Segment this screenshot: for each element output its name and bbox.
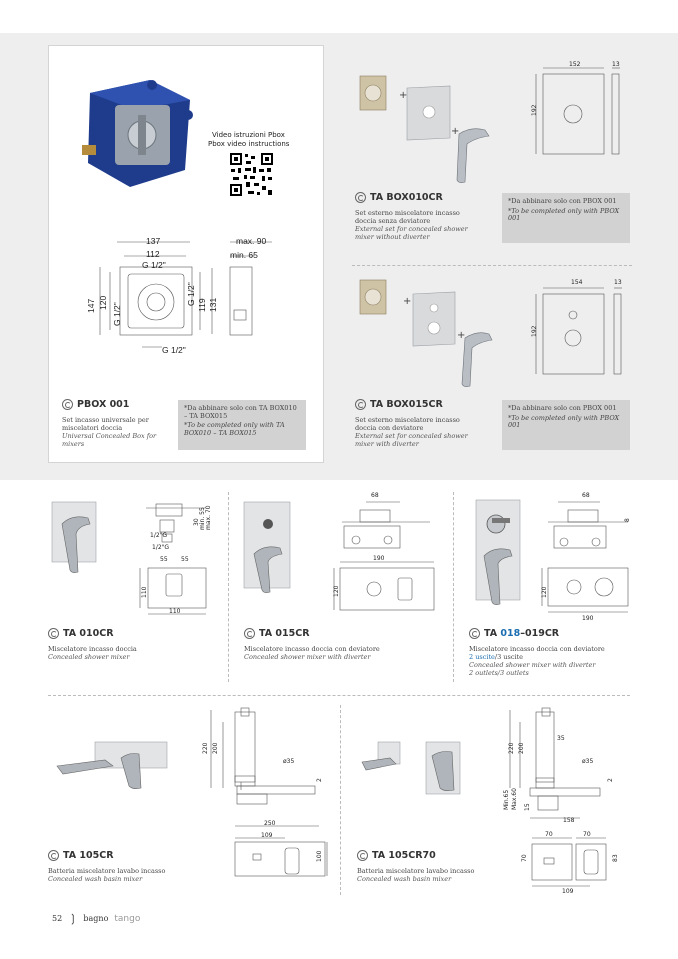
pbox-product-image: [80, 75, 200, 195]
ta010-dim-g2: 1/2"G: [152, 544, 170, 551]
ta018-dim-top: 68: [582, 492, 590, 499]
ta010-dim-g1: 1/2"G: [150, 532, 168, 539]
ta015-desc-it: Miscelatore incasso doccia con deviatore: [244, 645, 380, 653]
qr-code[interactable]: [229, 152, 274, 197]
ta105cr70-dim-109: 109: [562, 888, 574, 895]
ta105cr70-dim-35: 35: [557, 735, 565, 742]
footer-brand: bagno: [83, 914, 109, 923]
pbox-note: [178, 400, 306, 450]
product-logo-icon: [357, 850, 368, 861]
pbox-dim-120: 120: [98, 295, 108, 310]
svg-text:+: +: [403, 296, 412, 307]
page-number: 52: [52, 914, 63, 923]
ta010-dim-h: 110: [141, 586, 148, 598]
ta105-code: TA 105CR: [63, 850, 114, 861]
ta018-outlets-en-blue: 2 outlets: [469, 669, 498, 677]
ta105cr70-dim-158: 158: [563, 817, 575, 824]
ta018-outlets-en-rest: /3 outlets: [497, 669, 529, 677]
pbox-code: PBOX 001: [77, 399, 130, 410]
ta105-dim-200: 200: [212, 742, 219, 754]
product-logo-icon: [48, 850, 59, 861]
pbox-dim-131: 131: [208, 297, 218, 312]
ta015-code: TA 015CR: [259, 628, 310, 639]
ta018-outlets-it-rest: /3 uscite: [494, 653, 523, 661]
ta010-title: [48, 628, 114, 639]
ta010-dim-m1: max. 70: [205, 505, 212, 530]
ta105cr70-desc-it: Batteria miscelatore lavabo incasso: [357, 867, 475, 875]
pbox-desc-it: Set incasso universale per miscelatori doccia: [62, 416, 149, 432]
ta015-product-image: [242, 500, 302, 595]
box015-product-image: [355, 272, 495, 392]
pbox-dim-147: 147: [86, 298, 96, 313]
ta105-desc: [48, 867, 218, 883]
ta018-outlets-it-blue: 2 uscite: [469, 653, 495, 661]
row3-divider: [340, 705, 341, 895]
ta018-desc: [469, 645, 649, 677]
box015-desc: [355, 416, 475, 448]
pbox-dim-g4: G 1/2": [162, 345, 186, 355]
box015-desc-it: Set esterno miscelatore incasso doccia con deviatore: [355, 416, 460, 432]
ta010-dim-m3: 30: [193, 518, 200, 526]
ta010-dim-w: 110: [169, 608, 181, 615]
ta010-dim-m2: min. 55: [199, 507, 206, 530]
pbox-dim-g2: G 1/2": [112, 302, 122, 326]
ta018-dim-h: 120: [541, 586, 548, 598]
ta105-dim-109: 109: [261, 832, 273, 839]
product-logo-icon: [469, 628, 480, 639]
ta010-desc-en: Concealed shower mixer: [48, 653, 130, 661]
box015-note: [502, 400, 630, 450]
ta015-dim-top: 68: [371, 492, 379, 499]
ta018-technical-drawing: [540, 496, 635, 616]
pbox-dim-119: 119: [197, 298, 207, 312]
box010-dim-w: 152: [569, 61, 581, 68]
pbox-desc: [62, 416, 172, 448]
ta105-dim-100: 100: [316, 850, 323, 862]
box010-dim-h: 192: [531, 104, 538, 116]
ta015-dim-h: 120: [333, 585, 340, 597]
ta105-technical-drawing: [205, 706, 335, 896]
ta015-desc-en: Concealed shower mixer with diverter: [244, 653, 371, 661]
ta010-desc: [48, 645, 218, 661]
pbox-dim-g1: G 1/2": [142, 260, 166, 270]
box015-dim-w: 154: [571, 279, 583, 286]
ta015-technical-drawing: [330, 496, 445, 616]
pbox-dim-137: 137: [146, 236, 161, 246]
pbox-note-it: *Da abbinare solo con TA BOX010 – TA BOX015: [184, 404, 297, 420]
ta105cr70-dim-70a: 70: [545, 831, 553, 838]
ta105-dim-250: 250: [264, 820, 276, 827]
ta015-title: [244, 628, 310, 639]
product-logo-icon: [62, 399, 73, 410]
ta105cr70-desc: [357, 867, 527, 883]
ta105cr70-dim-min: Min.65: [503, 789, 510, 810]
box010-desc-it: Set esterno miscelatore incasso doccia senza deviatore: [355, 209, 460, 225]
ta010-product-image: [50, 500, 110, 575]
ta105cr70-product-image: [360, 738, 470, 798]
ta105-dim-d35: ø35: [283, 758, 295, 765]
box010-code: TA BOX010CR: [370, 192, 443, 203]
box015-note-en: *To be completed only with PBOX 001: [508, 413, 620, 429]
ta018-title: [469, 628, 559, 639]
row2-divider-2: [453, 492, 454, 682]
pbox-dim-112: 112: [146, 249, 160, 259]
ta105cr70-dim-220: 220: [508, 742, 515, 754]
ta105cr70-title: [357, 850, 436, 861]
pbox-note-en: *To be completed only with TA BOX010 – TA BOX015: [184, 421, 285, 437]
ta010-desc-it: Miscelatore incasso doccia: [48, 645, 137, 653]
ta105cr70-dim-70b: 70: [583, 831, 591, 838]
ta018-code-pre: TA: [484, 628, 501, 639]
product-logo-icon: [244, 628, 255, 639]
pbox-title: [62, 399, 129, 410]
box015-code: TA BOX015CR: [370, 399, 443, 410]
ta010-dim-a: 55: [160, 556, 168, 563]
ta015-desc: [244, 645, 434, 661]
ta105-desc-it: Batteria miscelatore lavabo incasso: [48, 867, 166, 875]
footer-series: tango: [114, 913, 141, 924]
box010-dim-t: 13: [612, 61, 620, 68]
svg-text:+: +: [399, 90, 408, 101]
ta018-desc-en: Concealed shower mixer with diverter: [469, 661, 596, 669]
product-logo-icon: [355, 399, 366, 410]
ta105cr70-dim-max: Max.60: [511, 788, 518, 810]
ta018-code-post: –019CR: [520, 628, 560, 639]
ta018-dim-side: 8: [624, 518, 631, 522]
box015-technical-drawing: [530, 282, 630, 382]
ta015-dim-w: 190: [373, 555, 385, 562]
box010-title: [355, 192, 443, 203]
ta018-code-blue: 018: [500, 628, 521, 639]
ta105-dim-2: 2: [316, 778, 323, 782]
ta105cr70-dim-d35: ø35: [582, 758, 594, 765]
box015-dim-h: 192: [531, 325, 538, 337]
pbox-dim-max: max. 90: [236, 236, 267, 246]
ta018-desc-it: Miscelatore incasso doccia con deviatore: [469, 645, 605, 653]
box010-desc: [355, 209, 475, 241]
pbox-dim-g3: G 1/2": [186, 282, 196, 306]
svg-text:+: +: [457, 330, 466, 341]
ta018-product-image: [470, 498, 530, 608]
box015-desc-en: External set for concealed shower mixer with diverter: [355, 432, 468, 448]
ta105cr70-desc-en: Concealed wash basin mixer: [357, 875, 452, 883]
footer: [52, 912, 140, 925]
row-divider: [48, 695, 630, 696]
pbox-video-label-en: Pbox video instructions: [208, 140, 290, 148]
ta105cr70-dim-2: 2: [607, 778, 614, 782]
brand-mark-icon: ❳: [68, 912, 78, 925]
product-logo-icon: [355, 192, 366, 203]
ta105cr70-dim-200: 200: [518, 742, 525, 754]
box010-note-en: *To be completed only with PBOX 001: [508, 206, 620, 222]
box015-dim-t: 13: [614, 279, 622, 286]
row2-divider-1: [228, 492, 229, 682]
ta105-title: [48, 850, 114, 861]
pbox-desc-en: Universal Concealed Box for mixers: [62, 432, 157, 448]
ta018-dim-w: 190: [582, 615, 594, 622]
ta105-dim-220: 220: [202, 742, 209, 754]
ta010-dim-b: 55: [181, 556, 189, 563]
box010-note: [502, 193, 630, 243]
box010-product-image: [355, 68, 495, 188]
ta105cr70-dim-15: 15: [524, 803, 531, 811]
ta105cr70-dim-83: 83: [612, 854, 619, 862]
pbox-dim-min: min. 65: [230, 250, 258, 260]
ta105-product-image: [55, 738, 175, 788]
ta010-code: TA 010CR: [63, 628, 114, 639]
box010-technical-drawing: [530, 60, 630, 170]
ta105-desc-en: Concealed wash basin mixer: [48, 875, 143, 883]
ta105cr70-dim-70h: 70: [521, 854, 528, 862]
box-divider: [352, 265, 632, 266]
pbox-video-label: Video istruzioni Pbox: [212, 131, 285, 139]
svg-text:+: +: [451, 126, 460, 137]
box010-note-it: *Da abbinare solo con PBOX 001: [508, 197, 617, 205]
ta105cr70-code: TA 105CR70: [372, 850, 436, 861]
box015-title: [355, 399, 443, 410]
box010-desc-en: External set for concealed shower mixer without diverter: [355, 225, 468, 241]
product-logo-icon: [48, 628, 59, 639]
box015-note-it: *Da abbinare solo con PBOX 001: [508, 404, 617, 412]
